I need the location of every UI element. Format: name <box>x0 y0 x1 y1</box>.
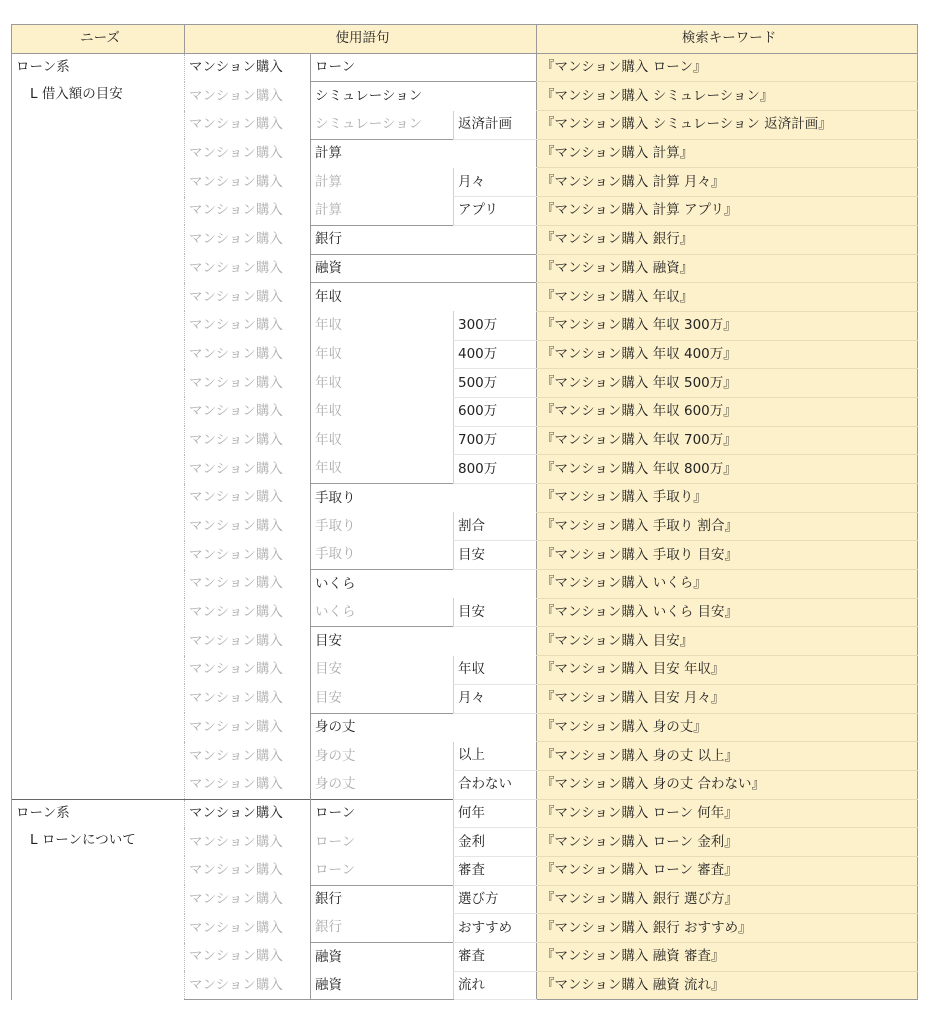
search-keyword: 『マンション購入 手取り 割合』 <box>537 512 918 541</box>
search-keyword: 『マンション購入 年収 300万』 <box>537 311 918 340</box>
search-keyword: 『マンション購入 年収 600万』 <box>537 397 918 426</box>
term-third <box>454 627 537 656</box>
need-category: ローン系 <box>16 804 70 821</box>
search-keyword: 『マンション購入 年収』 <box>537 283 918 312</box>
term-base: マンション購入 <box>189 288 283 305</box>
term-third: 合わない <box>454 770 537 799</box>
term-third: 500万 <box>454 369 537 398</box>
term-third: 700万 <box>454 426 537 455</box>
term-second: 融資 <box>311 971 454 1000</box>
term-base: マンション購入 <box>189 116 283 133</box>
term-base: マンション購入 <box>189 948 283 965</box>
term-second: 年収 <box>311 397 454 426</box>
term-second: 身の丈 <box>311 742 454 771</box>
term-second: 手取り <box>311 541 454 570</box>
term-third <box>454 139 537 168</box>
term-second: 年収 <box>311 311 454 340</box>
search-keyword: 『マンション購入 身の丈』 <box>537 713 918 742</box>
search-keyword: 『マンション購入 融資 審査』 <box>537 943 918 972</box>
search-keyword: 『マンション購入 シミュレーション』 <box>537 82 918 111</box>
need-subcategory: L ローンについて <box>30 831 136 848</box>
term-third: 選び方 <box>454 885 537 914</box>
search-keyword: 『マンション購入 いくら』 <box>537 570 918 599</box>
term-base: マンション購入 <box>189 202 283 219</box>
term-second: 年収 <box>311 426 454 455</box>
term-third <box>454 484 537 513</box>
search-keyword: 『マンション購入 目安 月々』 <box>537 684 918 713</box>
table-row <box>12 799 918 828</box>
search-keyword: 『マンション購入 年収 700万』 <box>537 426 918 455</box>
term-base: マンション購入 <box>189 431 283 448</box>
term-third: 何年 <box>454 799 537 828</box>
term-second: 身の丈 <box>311 713 454 742</box>
search-keyword: 『マンション購入 いくら 目安』 <box>537 598 918 627</box>
search-keyword: 『マンション購入 ローン 金利』 <box>537 828 918 857</box>
term-base: マンション購入 <box>189 747 283 764</box>
search-keyword: 『マンション購入 シミュレーション 返済計画』 <box>537 111 918 140</box>
need-category: ローン系 <box>16 58 70 75</box>
term-base: マンション購入 <box>185 971 311 1000</box>
header-terms: 使用語句 <box>185 25 537 54</box>
term-base: マンション購入 <box>189 145 283 162</box>
header-keyword: 検索キーワード <box>537 25 918 54</box>
term-base: マンション購入 <box>189 775 283 792</box>
keyword-table <box>11 24 918 1000</box>
term-third: 目安 <box>454 598 537 627</box>
term-second: 年収 <box>311 283 454 312</box>
search-keyword: 『マンション購入 融資』 <box>537 254 918 283</box>
term-third: 月々 <box>454 168 537 197</box>
term-base: マンション購入 <box>189 345 283 362</box>
term-third: アプリ <box>454 197 537 226</box>
term-second: ローン <box>311 799 454 828</box>
need-cell <box>12 799 185 1000</box>
search-keyword: 『マンション購入 銀行 選び方』 <box>537 885 918 914</box>
term-third <box>454 283 537 312</box>
term-second: 年収 <box>311 369 454 398</box>
term-second: ローン <box>311 828 454 857</box>
term-third: 以上 <box>454 742 537 771</box>
search-keyword: 『マンション購入 年収 500万』 <box>537 369 918 398</box>
term-second: 年収 <box>311 455 454 484</box>
term-base: マンション購入 <box>189 231 283 248</box>
term-second: シミュレーション <box>311 111 454 140</box>
term-base: マンション購入 <box>189 862 283 879</box>
term-base: マンション購入 <box>189 546 283 563</box>
term-second: 目安 <box>311 627 454 656</box>
term-third <box>454 713 537 742</box>
header-row <box>12 25 918 54</box>
term-base: マンション購入 <box>189 690 283 707</box>
term-second: 計算 <box>311 197 454 226</box>
search-keyword: 『マンション購入 融資 流れ』 <box>537 971 918 1000</box>
table-body <box>12 53 918 1000</box>
term-third: 審査 <box>454 943 537 972</box>
search-keyword: 『マンション購入 目安』 <box>537 627 918 656</box>
term-second: 身の丈 <box>311 770 454 799</box>
term-third: 目安 <box>454 541 537 570</box>
term-second: 目安 <box>311 656 454 685</box>
term-third: 300万 <box>454 311 537 340</box>
header-needs: ニーズ <box>12 25 185 54</box>
term-base: マンション購入 <box>189 919 283 936</box>
term-base: マンション購入 <box>189 489 283 506</box>
term-second: ローン <box>311 856 454 885</box>
search-keyword: 『マンション購入 身の丈 合わない』 <box>537 770 918 799</box>
search-keyword: 『マンション購入 計算 月々』 <box>537 168 918 197</box>
term-base: マンション購入 <box>189 604 283 621</box>
term-third <box>454 254 537 283</box>
term-third: 流れ <box>454 971 537 1000</box>
term-base: マンション購入 <box>189 374 283 391</box>
term-second: 融資 <box>311 254 454 283</box>
term-second: 手取り <box>311 484 454 513</box>
term-base: マンション購入 <box>189 661 283 678</box>
term-base: マンション購入 <box>189 890 283 907</box>
term-base: マンション購入 <box>189 87 283 104</box>
term-base: マンション購入 <box>189 575 283 592</box>
term-second: 計算 <box>311 139 454 168</box>
term-base: マンション購入 <box>189 632 283 649</box>
need-cell <box>12 53 185 799</box>
search-keyword: 『マンション購入 ローン 何年』 <box>537 799 918 828</box>
term-second: ローン <box>311 53 454 82</box>
need-subcategory: L 借入額の目安 <box>30 85 123 102</box>
term-second: 融資 <box>311 943 454 972</box>
term-third <box>454 225 537 254</box>
term-second: いくら <box>311 598 454 627</box>
term-third <box>454 82 537 111</box>
term-third: 金利 <box>454 828 537 857</box>
search-keyword: 『マンション購入 銀行』 <box>537 225 918 254</box>
term-second: 目安 <box>311 684 454 713</box>
search-keyword: 『マンション購入 年収 400万』 <box>537 340 918 369</box>
search-keyword: 『マンション購入 計算 アプリ』 <box>537 197 918 226</box>
term-third: 返済計画 <box>454 111 537 140</box>
table-row <box>12 53 918 82</box>
term-second: 計算 <box>311 168 454 197</box>
search-keyword: 『マンション購入 目安 年収』 <box>537 656 918 685</box>
term-second: いくら <box>311 570 454 599</box>
term-third: おすすめ <box>454 914 537 943</box>
search-keyword: 『マンション購入 身の丈 以上』 <box>537 742 918 771</box>
term-third: 800万 <box>454 455 537 484</box>
term-base: マンション購入 <box>185 799 311 828</box>
search-keyword: 『マンション購入 計算』 <box>537 139 918 168</box>
term-base: マンション購入 <box>189 518 283 535</box>
term-third: 審査 <box>454 856 537 885</box>
term-third: 割合 <box>454 512 537 541</box>
term-second: シミュレーション <box>311 82 454 111</box>
search-keyword: 『マンション購入 年収 800万』 <box>537 455 918 484</box>
term-base: マンション購入 <box>189 173 283 190</box>
term-second: 銀行 <box>311 885 454 914</box>
term-base: マンション購入 <box>189 718 283 735</box>
term-base: マンション購入 <box>189 460 283 477</box>
term-second: 銀行 <box>311 225 454 254</box>
term-base: マンション購入 <box>189 317 283 334</box>
term-base: マンション購入 <box>189 259 283 276</box>
term-third: 月々 <box>454 684 537 713</box>
search-keyword: 『マンション購入 手取り 目安』 <box>537 541 918 570</box>
term-third: 年収 <box>454 656 537 685</box>
term-base: マンション購入 <box>189 833 283 850</box>
term-second: 手取り <box>311 512 454 541</box>
term-second: 年収 <box>311 340 454 369</box>
search-keyword: 『マンション購入 手取り』 <box>537 484 918 513</box>
search-keyword: 『マンション購入 ローン』 <box>537 53 918 82</box>
term-base: マンション購入 <box>189 59 283 76</box>
term-third <box>454 570 537 599</box>
term-base: マンション購入 <box>189 403 283 420</box>
term-third: 600万 <box>454 397 537 426</box>
search-keyword: 『マンション購入 銀行 おすすめ』 <box>537 914 918 943</box>
term-third: 400万 <box>454 340 537 369</box>
term-second: 銀行 <box>311 914 454 943</box>
search-keyword: 『マンション購入 ローン 審査』 <box>537 856 918 885</box>
term-third <box>454 53 537 82</box>
